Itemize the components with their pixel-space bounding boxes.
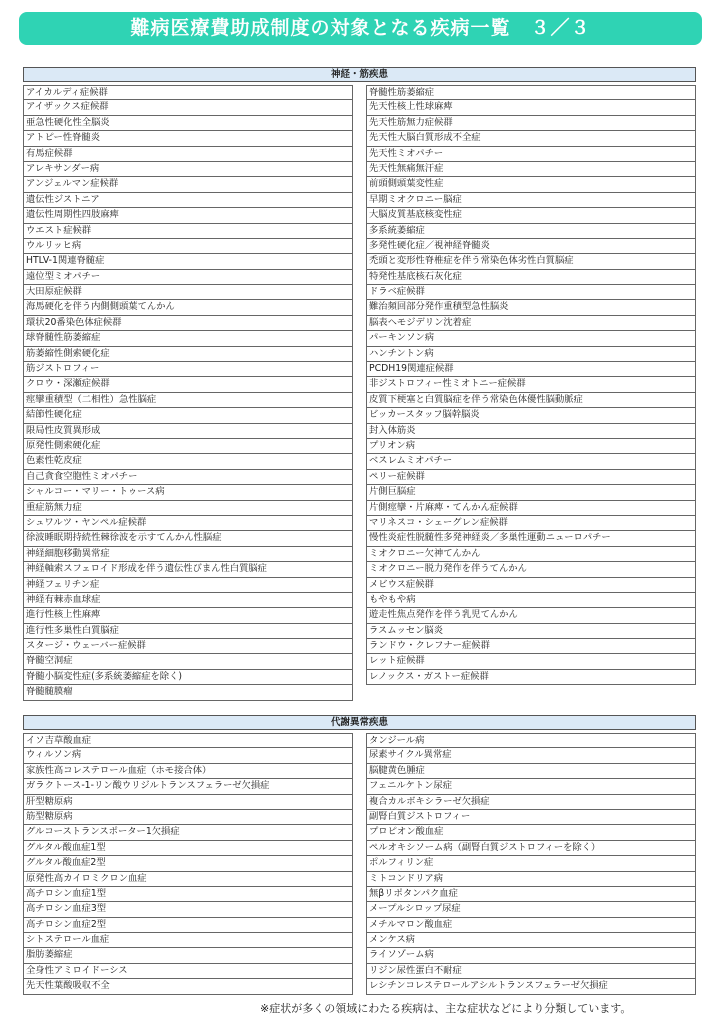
disease-row: 多発性硬化症／視神経脊髄炎 xyxy=(366,239,696,254)
disease-row: 高チロシン血症1型 xyxy=(23,887,353,902)
disease-row: 徐波睡眠期持続性棘徐波を示すてんかん性脳症 xyxy=(23,531,353,546)
disease-row: メープルシロップ尿症 xyxy=(366,902,696,917)
disease-row: 原発性側索硬化症 xyxy=(23,439,353,454)
disease-row: 海馬硬化を伴う内側側頭葉てんかん xyxy=(23,300,353,315)
disease-row: シュワルツ・ヤンペル症候群 xyxy=(23,516,353,531)
disease-row: 封入体筋炎 xyxy=(366,424,696,439)
disease-row: グルタル酸血症1型 xyxy=(23,841,353,856)
disease-row: 家族性高コレステロール血症（ホモ接合体） xyxy=(23,764,353,779)
disease-row: メビウス症候群 xyxy=(366,578,696,593)
disease-row: 先天性大脳白質形成不全症 xyxy=(366,131,696,146)
disease-row: 脊髄髄膜瘤 xyxy=(23,685,353,700)
neuro-left-column xyxy=(23,85,353,701)
disease-row: 禿頭と変形性脊椎症を伴う常染色体劣性白質脳症 xyxy=(366,254,696,269)
disease-row: 早期ミオクロニー脳症 xyxy=(366,193,696,208)
disease-row: ドラベ症候群 xyxy=(366,285,696,300)
disease-row: フェニルケトン尿症 xyxy=(366,779,696,794)
disease-row: 先天性筋無力症候群 xyxy=(366,116,696,131)
disease-row: イソ吉草酸血症 xyxy=(23,733,353,748)
disease-row: 片側痙攣・片麻痺・てんかん症候群 xyxy=(366,501,696,516)
disease-row: ポルフィリン症 xyxy=(366,856,696,871)
disease-row: 限局性皮質異形成 xyxy=(23,424,353,439)
disease-row: ウエスト症候群 xyxy=(23,224,353,239)
disease-row: ミオクロニー脱力発作を伴うてんかん xyxy=(366,562,696,577)
disease-row: 脂肪萎縮症 xyxy=(23,948,353,963)
disease-row: グルタル酸血症2型 xyxy=(23,856,353,871)
disease-row: ウルリッヒ病 xyxy=(23,239,353,254)
disease-row: プロピオン酸血症 xyxy=(366,825,696,840)
disease-row: 原発性高カイロミクロン血症 xyxy=(23,872,353,887)
disease-row: 多系統萎縮症 xyxy=(366,224,696,239)
disease-row: ミトコンドリア病 xyxy=(366,872,696,887)
page-title: 難病医療費助成制度の対象となる疾病一覧 ３／３ xyxy=(19,12,702,45)
disease-row: 肝型糖原病 xyxy=(23,795,353,810)
disease-row: 皮質下梗塞と白質脳症を伴う常染色体優性脳動脈症 xyxy=(366,393,696,408)
disease-row: ライソゾーム病 xyxy=(366,948,696,963)
metab-section-header: 代謝異常疾患 xyxy=(23,715,696,730)
disease-row: 先天性無痛無汗症 xyxy=(366,162,696,177)
disease-row: アトピー性脊髄炎 xyxy=(23,131,353,146)
metabolic-table xyxy=(23,715,696,992)
disease-row: 脊髄空洞症 xyxy=(23,654,353,669)
metab-left-column xyxy=(23,733,353,995)
disease-row: ペルオキシソーム病（副腎白質ジストロフィーを除く） xyxy=(366,841,696,856)
disease-row: シャルコー・マリー・トゥース病 xyxy=(23,485,353,500)
disease-row: 遊走性焦点発作を伴う乳児てんかん xyxy=(366,608,696,623)
disease-row: 特発性基底核石灰化症 xyxy=(366,270,696,285)
disease-row: パーキンソン病 xyxy=(366,331,696,346)
disease-row: ガラクトース-1-リン酸ウリジルトランスフェラーゼ欠損症 xyxy=(23,779,353,794)
disease-row: 副腎白質ジストロフィー xyxy=(366,810,696,825)
disease-row: メチルマロン酸血症 xyxy=(366,918,696,933)
disease-row: 無βリポタンパク血症 xyxy=(366,887,696,902)
disease-row: 進行性核上性麻痺 xyxy=(23,608,353,623)
disease-row: 脊髄性筋萎縮症 xyxy=(366,85,696,100)
disease-row: 非ジストロフィー性ミオトニー症候群 xyxy=(366,377,696,392)
disease-row: ペリー症候群 xyxy=(366,470,696,485)
disease-row: メンケス病 xyxy=(366,933,696,948)
disease-row: 神経フェリチン症 xyxy=(23,578,353,593)
disease-row: アイザックス症候群 xyxy=(23,100,353,115)
disease-row: 大脳皮質基底核変性症 xyxy=(366,208,696,223)
neuro-section-header: 神経・筋疾患 xyxy=(23,67,696,82)
disease-row: 片側巨脳症 xyxy=(366,485,696,500)
disease-row: 亜急性硬化性全脳炎 xyxy=(23,116,353,131)
disease-row: 複合カルボキシラーゼ欠損症 xyxy=(366,795,696,810)
disease-row: ビッカースタッフ脳幹脳炎 xyxy=(366,408,696,423)
disease-row: 自己貪食空胞性ミオパチー xyxy=(23,470,353,485)
disease-row: 遠位型ミオパチー xyxy=(23,270,353,285)
disease-row: 先天性葉酸吸収不全 xyxy=(23,979,353,994)
disease-row: ハンチントン病 xyxy=(366,347,696,362)
disease-row: 先天性ミオパチー xyxy=(366,147,696,162)
disease-row: 重症筋無力症 xyxy=(23,501,353,516)
disease-row: 脳腱黄色腫症 xyxy=(366,764,696,779)
disease-row: 色素性乾皮症 xyxy=(23,454,353,469)
disease-row: 高チロシン血症3型 xyxy=(23,902,353,917)
disease-row: レシチンコレステロールアシルトランスフェラーゼ欠損症 xyxy=(366,979,696,994)
disease-row: ベスレムミオパチー xyxy=(366,454,696,469)
disease-row: 尿素サイクル異常症 xyxy=(366,748,696,763)
disease-row: タンジール病 xyxy=(366,733,696,748)
disease-row: 前頭側頭葉変性症 xyxy=(366,177,696,192)
neuro-right-column xyxy=(366,85,696,685)
disease-row: 慢性炎症性脱髄性多発神経炎／多巣性運動ニューロパチー xyxy=(366,531,696,546)
disease-row: 筋ジストロフィー xyxy=(23,362,353,377)
disease-row: レット症候群 xyxy=(366,654,696,669)
disease-row: 脳表ヘモジデリン沈着症 xyxy=(366,316,696,331)
disease-row: アイカルディ症候群 xyxy=(23,85,353,100)
disease-row: マリネスコ・シェーグレン症候群 xyxy=(366,516,696,531)
disease-row: 遺伝性周期性四肢麻痺 xyxy=(23,208,353,223)
disease-row: 脊髄小脳変性症(多系統萎縮症を除く) xyxy=(23,670,353,685)
disease-row: もやもや病 xyxy=(366,593,696,608)
disease-row: 神経軸索スフェロイド形成を伴う遺伝性びまん性白質脳症 xyxy=(23,562,353,577)
disease-row: スタージ・ウェーバー症候群 xyxy=(23,639,353,654)
disease-row: リジン尿性蛋白不耐症 xyxy=(366,964,696,979)
disease-row: レノックス・ガストー症候群 xyxy=(366,670,696,685)
disease-row: ラスムッセン脳炎 xyxy=(366,624,696,639)
disease-row: グルコーストランスポーター1欠損症 xyxy=(23,825,353,840)
disease-row: シトステロール血症 xyxy=(23,933,353,948)
disease-row: 痙攣重積型（二相性）急性脳症 xyxy=(23,393,353,408)
disease-row: 神経有棘赤血球症 xyxy=(23,593,353,608)
disease-row: アンジェルマン症候群 xyxy=(23,177,353,192)
disease-row: 全身性アミロイドーシス xyxy=(23,964,353,979)
disease-row: HTLV-1関連脊髄症 xyxy=(23,254,353,269)
disease-row: 神経細胞移動異常症 xyxy=(23,547,353,562)
disease-row: 高チロシン血症2型 xyxy=(23,918,353,933)
disease-row: アレキサンダー病 xyxy=(23,162,353,177)
disease-row: 先天性核上性球麻痺 xyxy=(366,100,696,115)
disease-row: ランドウ・クレフナー症候群 xyxy=(366,639,696,654)
disease-row: ウィルソン病 xyxy=(23,748,353,763)
disease-row: 結節性硬化症 xyxy=(23,408,353,423)
disease-row: 進行性多巣性白質脳症 xyxy=(23,624,353,639)
metab-right-column xyxy=(366,733,696,995)
disease-row: 有馬症候群 xyxy=(23,147,353,162)
disease-row: 遺伝性ジストニア xyxy=(23,193,353,208)
disease-row: 環状20番染色体症候群 xyxy=(23,316,353,331)
disease-row: PCDH19関連症候群 xyxy=(366,362,696,377)
disease-row: クロウ・深瀬症候群 xyxy=(23,377,353,392)
disease-row: 大田原症候群 xyxy=(23,285,353,300)
disease-row: 球脊髄性筋萎縮症 xyxy=(23,331,353,346)
disease-row: プリオン病 xyxy=(366,439,696,454)
disease-row: ミオクロニー欠神てんかん xyxy=(366,547,696,562)
disease-row: 筋型糖原病 xyxy=(23,810,353,825)
neuro-muscular-table xyxy=(23,67,696,698)
disease-row: 難治頻回部分発作重積型急性脳炎 xyxy=(366,300,696,315)
footnote: ※症状が多くの領域にわたる疾病は、主な症状などにより分類しています。 xyxy=(260,1002,632,1015)
disease-row: 筋萎縮性側索硬化症 xyxy=(23,347,353,362)
